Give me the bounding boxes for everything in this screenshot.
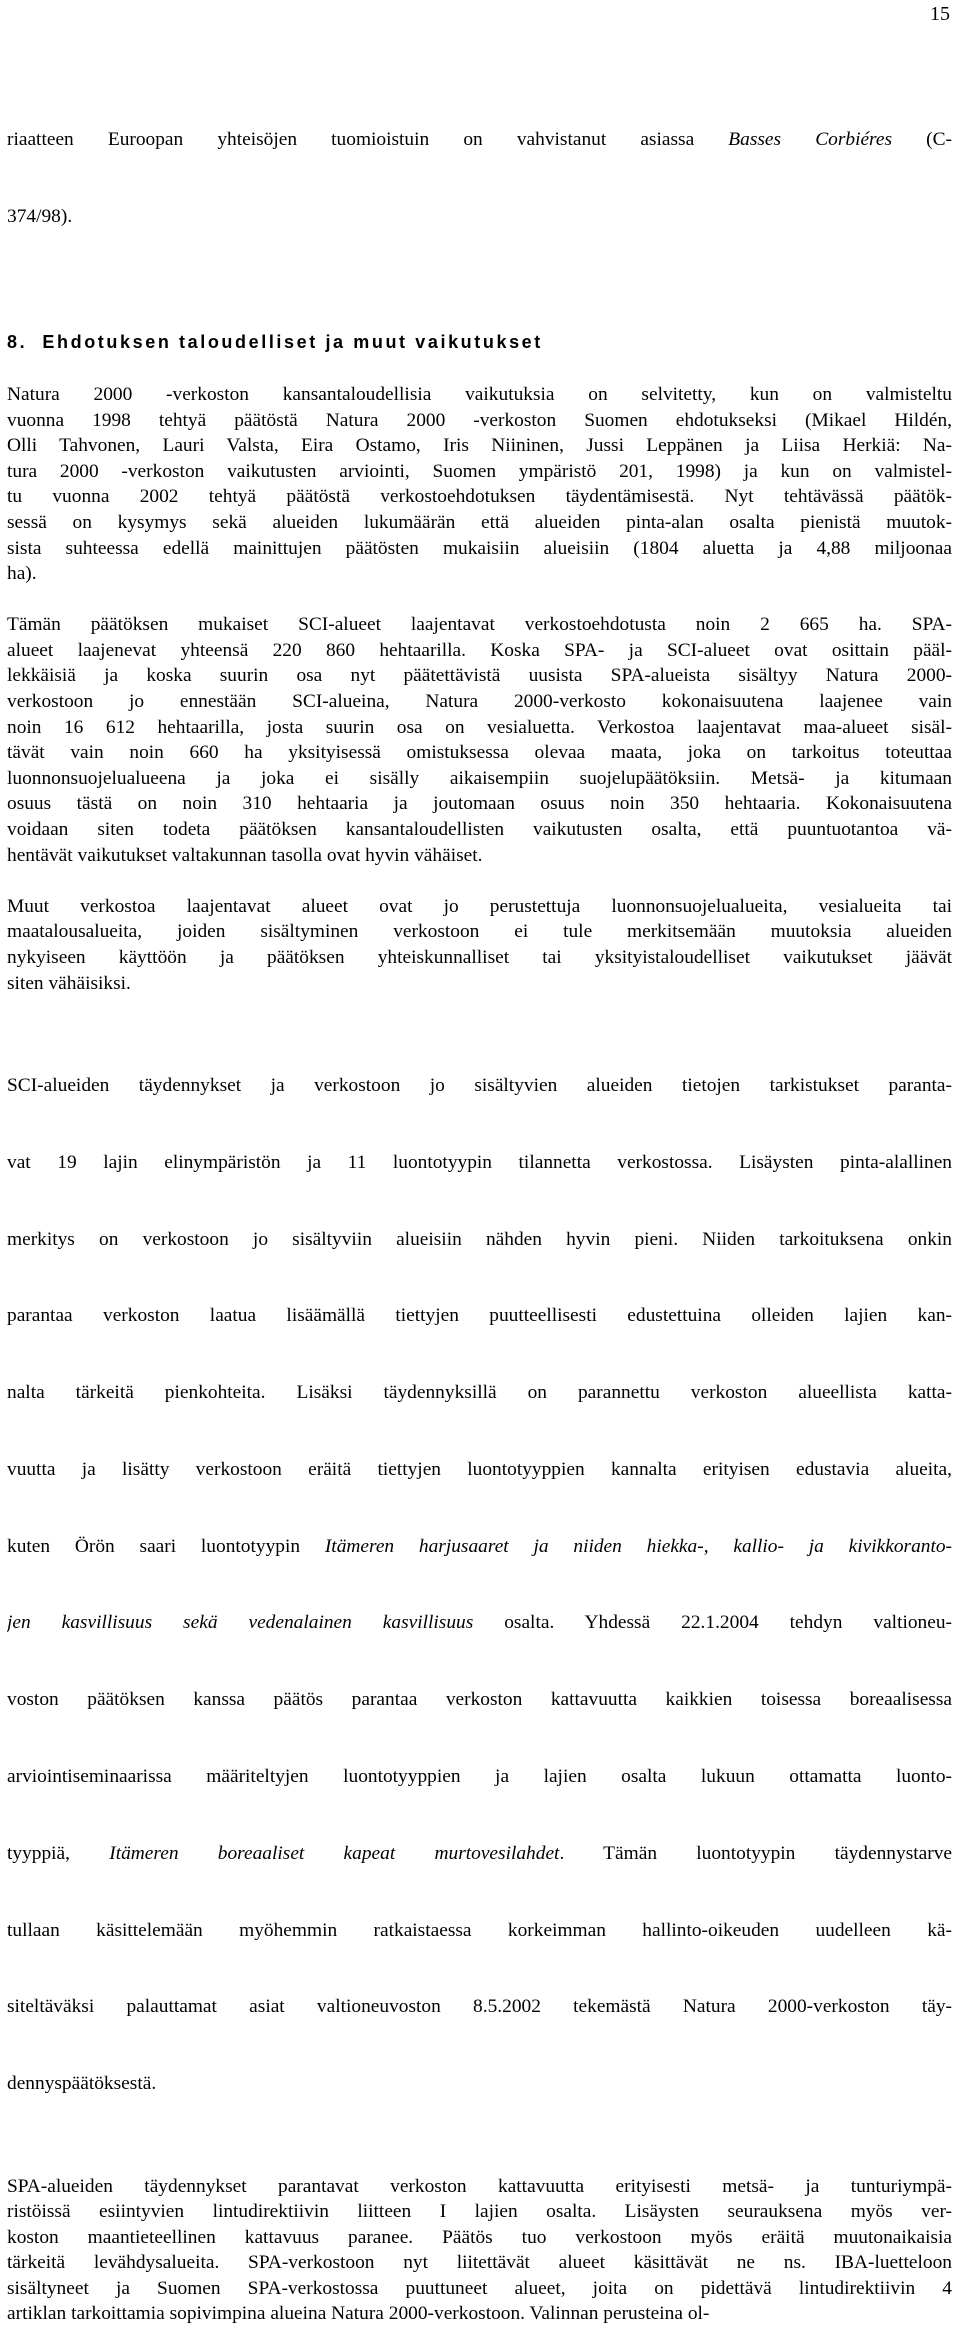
page-number: 15 <box>930 3 950 25</box>
habitat-name: jen kasvillisuus sekä vedenalainen kasvillisuus <box>7 1612 473 1633</box>
paragraph-sci-spa-expansion <box>7 612 952 868</box>
text-line: Tämän päätöksen mukaiset SCI-alueet laajentavat verkostoehdotusta noin 2 665 ha. SPA- <box>7 612 952 638</box>
document-body <box>7 76 952 2327</box>
text-line: maatalousalueita, joiden sisältyminen verkostoon ei tule merkitsemään muutoksia alueiden <box>7 919 952 945</box>
paragraph-spa-additions <box>7 2174 952 2327</box>
text-line: tärkeitä levähdysalueita. SPA-verkostoon nyt liitettävät alueet käsittävät ne ns. IBA-luetteloon <box>7 2250 952 2276</box>
habitat-name: Itämeren boreaaliset kapeat murtovesilahdet <box>109 1843 559 1864</box>
text-line <box>7 1534 952 1560</box>
text-line: voston päätöksen kanssa päätös parantaa verkoston kattavuutta kaikkien toisessa boreaalisessa <box>7 1687 952 1713</box>
text-line: 374/98). <box>7 204 952 230</box>
text-line <box>7 1841 952 1867</box>
paragraph-other-areas <box>7 894 952 996</box>
text-run: riaatteen Euroopan yhteisöjen tuomioistuin on vahvistanut asiassa <box>7 129 728 150</box>
text-line: dennyspäätöksestä. <box>7 2071 952 2097</box>
text-line: SCI-alueiden täydennykset ja verkostoon jo sisältyvien alueiden tietojen tarkistukset paranta- <box>7 1073 952 1099</box>
text-line: tullaan käsittelemään myöhemmin ratkaistaessa korkeimman hallinto-oikeuden uudelleen kä- <box>7 1918 952 1944</box>
text-run: . Tämän luontotyypin täydennystarve <box>559 1843 952 1864</box>
text-line: nalta tärkeitä pienkohteita. Lisäksi täydennyksillä on parannettu verkoston alueellista katta- <box>7 1380 952 1406</box>
text-line: vuutta ja lisätty verkostoon eräitä tiettyjen luontotyyppien kannalta erityisen edustavia alueita, <box>7 1457 952 1483</box>
text-line: ha). <box>7 561 952 587</box>
text-line: SPA-alueiden täydennykset parantavat verkoston kattavuutta erityisesti metsä- ja tunturiympä- <box>7 2174 952 2200</box>
section-heading: 8. Ehdotuksen taloudelliset ja muut vaikutukset <box>7 330 952 356</box>
text-line: sessä on kysymys sekä alueiden lukumäärän että alueiden pinta-alan osalta pienistä muutok- <box>7 510 952 536</box>
text-line: voidaan siten todeta päätöksen kansantaloudellisten vaikutusten osalta, että puuntuotantoa vä- <box>7 817 952 843</box>
paragraph-economic-impacts <box>7 382 952 587</box>
text-line: arviointiseminaarissa määriteltyjen luontotyyppien ja lajien osalta lukuun ottamatta luonto- <box>7 1764 952 1790</box>
text-line: artiklan tarkoittamia sopivimpina alueina Natura 2000-verkostoon. Valinnan perusteina ol- <box>7 2301 952 2327</box>
text-line: tura 2000 -verkoston vaikutusten arviointi, Suomen ympäristö 201, 1998) ja kun on valmistel- <box>7 459 952 485</box>
text-line: sista suhteessa edellä mainittujen päätösten mukaisiin alueisiin (1804 aluetta ja 4,88 miljoonaa <box>7 536 952 562</box>
text-line: noin 16 612 hehtaarilla, josta suurin osa on vesialuetta. Verkostoa laajentavat maa-alueet sisäl- <box>7 715 952 741</box>
text-line: nykyiseen käyttöön ja päätöksen yhteiskunnalliset tai yksityistaloudelliset vaikutukset jäävät <box>7 945 952 971</box>
text-line: hentävät vaikutukset valtakunnan tasolla ovat hyvin vähäiset. <box>7 843 952 869</box>
text-line: koston maantieteellinen kattavuus paranee. Päätös tuo verkostoon myös eräitä muutonaikaisia <box>7 2225 952 2251</box>
paragraph-intro <box>7 76 952 281</box>
text-line: vuonna 1998 tehtyä päätöstä Natura 2000 -verkoston Suomen ehdotukseksi (Mikael Hildén, <box>7 408 952 434</box>
text-line: sisältyneet ja Suomen SPA-verkostossa puuttuneet alueet, joita on pidettävä lintudirektiivin 4 <box>7 2276 952 2302</box>
text-line: siteltäväksi palauttamat asiat valtioneuvoston 8.5.2002 tekemästä Natura 2000-verkoston täy- <box>7 1994 952 2020</box>
paragraph-sci-additions <box>7 1022 952 2148</box>
text-run: osalta. Yhdessä 22.1.2004 tehdyn valtioneu- <box>473 1612 952 1633</box>
text-line <box>7 1610 952 1636</box>
text-line: ristöissä esiintyvien lintudirektiivin liitteen I lajien osalta. Lisäysten seurauksena myös ver- <box>7 2199 952 2225</box>
text-line: tu vuonna 2002 tehtyä päätöstä verkostoehdotuksen täydentämisestä. Nyt tehtävässä päätök- <box>7 484 952 510</box>
text-line: Olli Tahvonen, Lauri Valsta, Eira Ostamo, Iris Niininen, Jussi Leppänen ja Liisa Herkiä: Na- <box>7 433 952 459</box>
text-line: verkostoon jo ennestään SCI-alueina, Natura 2000-verkosto kokonaisuutena laajenee vain <box>7 689 952 715</box>
text-line: luonnonsuojelualueena ja joka ei sisälly aikaisempiin suojelupäätöksiin. Metsä- ja kitumaan <box>7 766 952 792</box>
text-line: lekkäisiä ja koska suurin osa nyt päätettävistä uusista SPA-alueista sisältyy Natura 2000- <box>7 663 952 689</box>
habitat-name: Itämeren harjusaaret ja niiden hiekka-, kallio- ja kivikkoranto- <box>325 1536 952 1557</box>
text-line: siten vähäisiksi. <box>7 971 952 997</box>
text-run: tyyppiä, <box>7 1843 109 1864</box>
text-line <box>7 127 952 153</box>
text-line: Muut verkostoa laajentavat alueet ovat jo perustettuja luonnonsuojelualueita, vesialueita tai <box>7 894 952 920</box>
text-line: tävät vain noin 660 ha yksityisessä omistuksessa olevaa maata, joka on tarkoitus toteuttaa <box>7 740 952 766</box>
text-line: merkitys on verkostoon jo sisältyviin alueisiin nähden hyvin pieni. Niiden tarkoituksena onkin <box>7 1227 952 1253</box>
text-line: parantaa verkoston laatua lisäämällä tiettyjen puutteellisesti edustettuina olleiden lajien kan- <box>7 1303 952 1329</box>
text-run: (C- <box>892 129 952 150</box>
text-line: osuus tästä on noin 310 hehtaaria ja joutomaan osuus noin 350 hehtaaria. Kokonaisuutena <box>7 791 952 817</box>
case-name: Basses Corbiéres <box>728 129 892 150</box>
text-line: Natura 2000 -verkoston kansantaloudellisia vaikutuksia on selvitetty, kun on valmisteltu <box>7 382 952 408</box>
text-line: alueet laajenevat yhteensä 220 860 hehtaarilla. Koska SPA- ja SCI-alueet ovat osittain pääl- <box>7 638 952 664</box>
text-line: vat 19 lajin elinympäristön ja 11 luontotyypin tilannetta verkostossa. Lisäysten pinta-alallinen <box>7 1150 952 1176</box>
text-run: kuten Örön saari luontotyypin <box>7 1536 325 1557</box>
